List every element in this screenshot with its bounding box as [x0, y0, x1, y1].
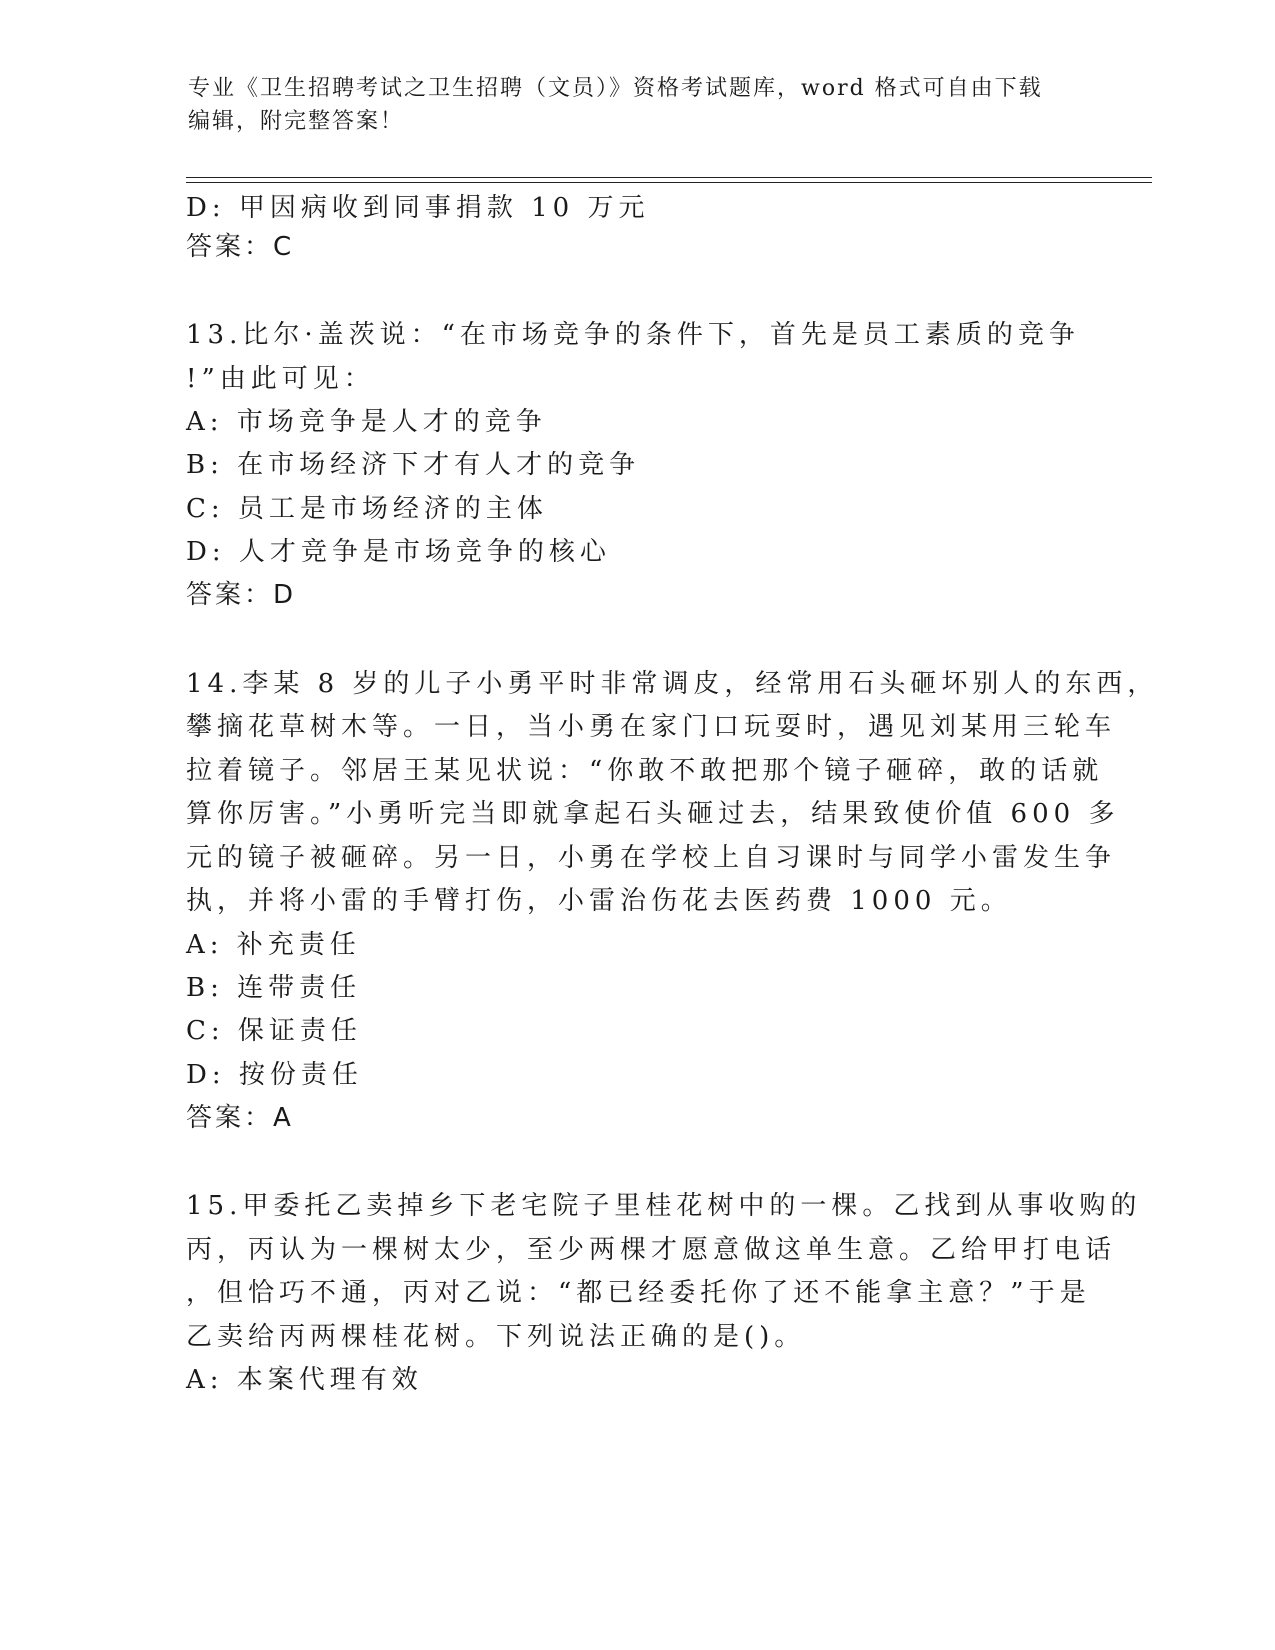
q13-option-c: C: 员工是市场经济的主体	[186, 494, 548, 524]
q14-stem-line-2: 攀摘花草树木等。一日，当小勇在家门口玩耍时，遇见刘某用三轮车	[186, 712, 1117, 742]
q14-answer: 答案：A	[186, 1103, 294, 1133]
q14-stem-line-6: 执，并将小雷的手臂打伤，小雷治伤花去医药费 1000 元。	[186, 886, 1012, 916]
q15-stem-line-4: 乙卖给丙两棵桂花树。下列说法正确的是()。	[186, 1322, 806, 1352]
q13-stem-line-1: 13.比尔·盖茨说：“在市场竞争的条件下，首先是员工素质的竞争	[186, 320, 1080, 350]
header-line-1: 专业《卫生招聘考试之卫生招聘（文员）》资格考试题库，word 格式可自由下载	[188, 76, 1043, 101]
q14-option-d: D: 按份责任	[186, 1060, 363, 1090]
q14-stem-line-3: 拉着镜子。邻居王某见状说：“你敢不敢把那个镜子砸碎，敢的话就	[186, 756, 1104, 786]
q15-stem-line-3: ，但恰巧不通，丙对乙说：“都已经委托你了还不能拿主意？”于是	[186, 1278, 1091, 1308]
q15-option-a: A: 本案代理有效	[186, 1365, 423, 1395]
q14-option-c: C: 保证责任	[186, 1016, 362, 1046]
q13-option-a: A: 市场竞争是人才的竞争	[186, 407, 547, 437]
header-line-2: 编辑，附完整答案！	[188, 109, 405, 134]
q13-answer: 答案：D	[186, 580, 297, 610]
q15-stem-line-2: 丙，丙认为一棵树太少，至少两棵才愿意做这单生意。乙给甲打电话	[186, 1235, 1117, 1265]
q14-stem-line-1: 14.李某 8 岁的儿子小勇平时非常调皮，经常用石头砸坏别人的东西，	[186, 669, 1159, 699]
q13-option-d: D: 人才竞争是市场竞争的核心	[186, 537, 611, 567]
q15-stem-line-1: 15.甲委托乙卖掉乡下老宅院子里桂花树中的一棵。乙找到从事收购的	[186, 1191, 1142, 1221]
q14-option-a: A: 补充责任	[186, 930, 361, 960]
q13-option-b: B: 在市场经济下才有人才的竞争	[186, 450, 641, 480]
document-header	[188, 72, 1088, 138]
prev-answer: 答案：C	[186, 232, 295, 262]
prev-option-d: D: 甲因病收到同事捐款 10 万元	[186, 193, 650, 223]
q14-stem-line-4: 算你厉害。”小勇听完当即就拿起石头砸过去，结果致使价值 600 多	[186, 799, 1120, 829]
header-divider-top	[186, 177, 1152, 178]
q13-stem-line-2: !”由此可见：	[186, 364, 375, 394]
q14-stem-line-5: 元的镜子被砸碎。另一日，小勇在学校上自习课时与同学小雷发生争	[186, 843, 1117, 873]
q14-option-b: B: 连带责任	[186, 973, 362, 1003]
header-divider-bottom	[186, 182, 1152, 183]
